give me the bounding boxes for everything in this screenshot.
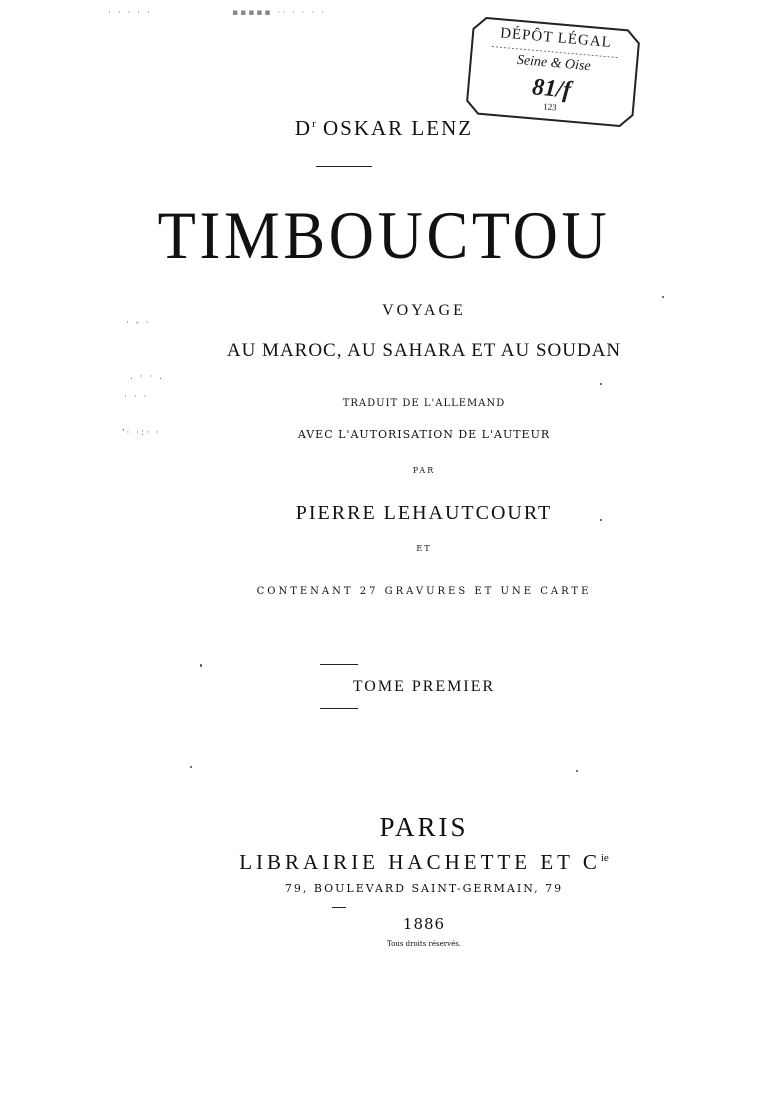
divider-rule [320,708,358,709]
author [0,116,768,141]
translation-line-2: AVEC L'AUTORISATION DE L'AUTEUR [297,428,551,441]
divider-rule [332,907,346,908]
rights-notice: Tous droits réservés. [386,940,462,948]
by-label: PAR [412,466,436,475]
scan-noise: · - · [126,318,151,328]
stamp-department: Seine & Oise [516,52,592,75]
scan-speck [576,770,578,772]
scan-noise: '· ·:· · [122,428,161,438]
divider-rule [316,166,372,167]
scan-speck [200,664,202,667]
scan-speck [662,296,664,298]
subtitle-line-2: AU MAROC, AU SAHARA ET AU SOUDAN [226,340,622,361]
divider-rule [320,664,358,665]
stamp-title: DÉPÔT LÉGAL [499,25,613,51]
engravings-note: CONTENANT 27 GRAVURES ET UNE CARTE [256,586,592,597]
translator-name: PIERRE LEHAUTCOURT [295,502,553,524]
publisher-name: LIBRAIRIE HACHETTE ET C [239,850,601,874]
scan-noise: · · · [124,392,149,402]
stamp-register-number: 123 [542,101,558,113]
scan-speck [190,766,192,768]
scan-noise: . · · . [130,372,165,382]
stamp-handwritten-number: 81/f [531,74,572,104]
scan-speck [600,519,602,521]
author-name: OSKAR LENZ [323,116,474,140]
imprint-city: PARIS [379,812,469,842]
and-label: ET [416,544,432,553]
scan-noise: ▪▪▪▪▪ ·· · · · · [232,8,326,18]
translation-line-1: TRADUIT DE L'ALLEMAND [342,398,506,409]
publisher-name-sup: ie [600,852,609,864]
author-prefix: D [294,116,313,140]
subtitle-line-1: VOYAGE [382,302,466,319]
author-prefix-sup: r [312,118,316,130]
scan-speck [600,383,602,385]
legal-deposit-stamp [464,15,642,129]
scan-noise: · · · · · [108,8,152,18]
imprint-publisher [40,850,768,875]
volume-label: TOME PREMIER [352,678,496,695]
imprint-address: 79, BOULEVARD SAINT-GERMAIN, 79 [284,882,564,895]
publication-year: 1886 [402,915,446,933]
book-title: TIMBOUCTOU [157,197,611,273]
